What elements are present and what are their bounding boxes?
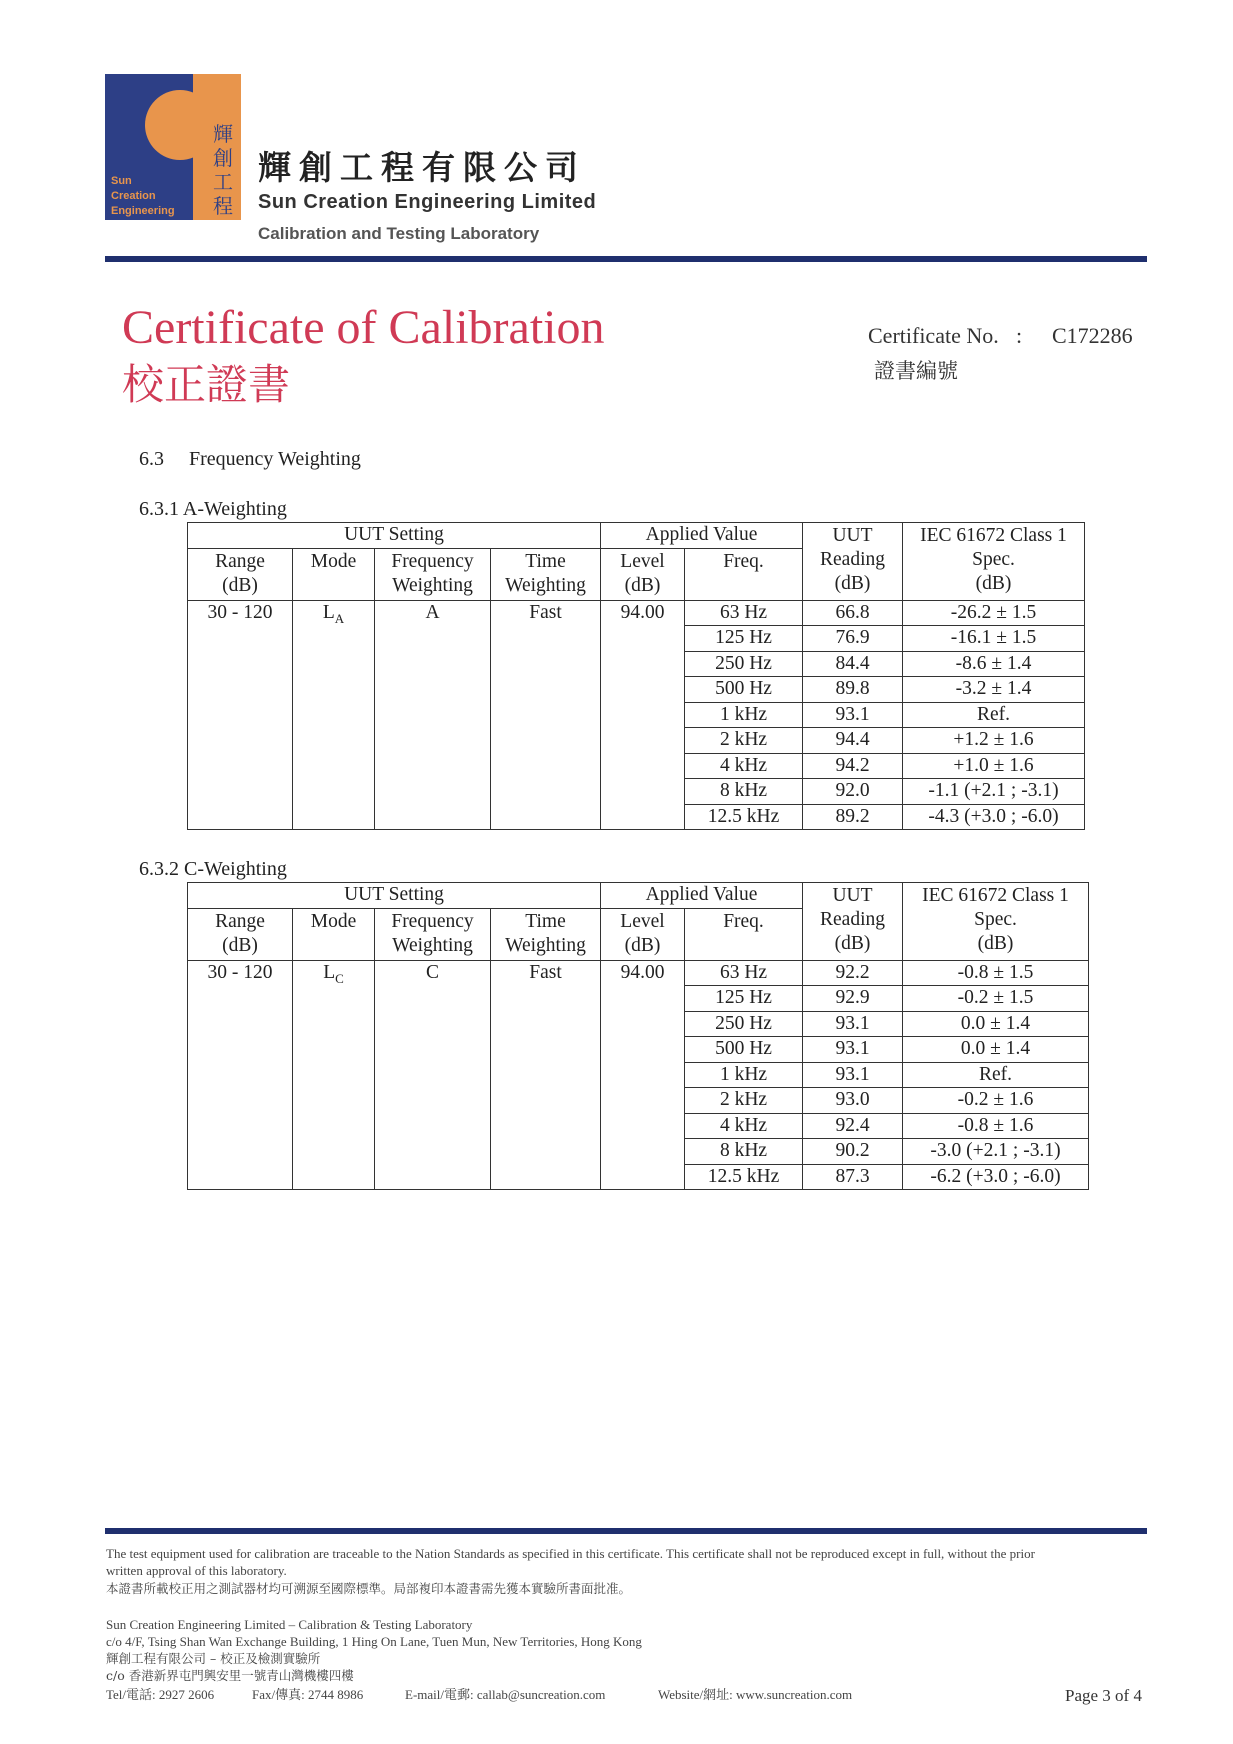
reading-cell: 92.0 [803, 779, 903, 805]
freq-cell: 125 Hz [685, 626, 803, 652]
freq-cell: 63 Hz [685, 600, 803, 626]
freq-cell: 250 Hz [685, 651, 803, 677]
reading-cell: 76.9 [803, 626, 903, 652]
freq-cell: 12.5 kHz [685, 1164, 803, 1190]
spec-cell: -16.1 ± 1.5 [903, 626, 1085, 652]
table-row [188, 960, 1089, 986]
header-divider [105, 256, 1147, 262]
header-applied-value: Applied Value [601, 883, 803, 909]
fax: Fax/傳真: 2744 8986 [252, 1687, 364, 1702]
freq-cell: 250 Hz [685, 1011, 803, 1037]
header-range: Range (dB) [188, 548, 293, 600]
reading-cell: 84.4 [803, 651, 903, 677]
laboratory-name: Calibration and Testing Laboratory [258, 224, 540, 243]
freq-cell: 4 kHz [685, 753, 803, 779]
header-uut-setting: UUT Setting [188, 883, 601, 909]
header-uut-reading: UUT Reading (dB) [803, 883, 903, 961]
header-time-weighting: Time Weighting [491, 548, 601, 600]
freq-cell: 500 Hz [685, 677, 803, 703]
spec-cell: -26.2 ± 1.5 [903, 600, 1085, 626]
disclaimer-chinese: 本證書所載校正用之測試器材均可溯源至國際標準。局部複印本證書需先獲本實驗所書面批准。 [106, 1581, 632, 1596]
table-c-label: 6.3.2 C-Weighting [139, 858, 287, 880]
company-logo [105, 74, 241, 220]
freq-cell: 2 kHz [685, 1088, 803, 1114]
freq-cell: 2 kHz [685, 728, 803, 754]
spec-cell: -6.2 (+3.0 ; -6.0) [903, 1164, 1089, 1190]
frequency-weighting-cell: A [375, 600, 491, 830]
header-freq: Freq. [685, 908, 803, 960]
logo-sun-circle [145, 90, 215, 160]
level-cell: 94.00 [601, 960, 685, 1190]
section-number: 6.3 [139, 448, 164, 470]
freq-cell: 8 kHz [685, 779, 803, 805]
reading-cell: 93.0 [803, 1088, 903, 1114]
certificate-number-label-chinese: 證書編號 [874, 359, 958, 383]
reading-cell: 94.2 [803, 753, 903, 779]
certificate-title: Certificate of Calibration [122, 301, 605, 354]
header-level: Level (dB) [601, 548, 685, 600]
spec-cell: -0.2 ± 1.5 [903, 986, 1089, 1012]
address-line-1: Sun Creation Engineering Limited – Calibration & Testing Laboratory [106, 1617, 473, 1632]
reading-cell: 94.4 [803, 728, 903, 754]
certificate-number-colon: : [1016, 323, 1023, 348]
certificate-number-label: Certificate No. [868, 323, 999, 348]
reading-cell: 93.1 [803, 1011, 903, 1037]
spec-cell: Ref. [903, 1062, 1089, 1088]
company-name-english: Sun Creation Engineering Limited [258, 191, 597, 213]
header-frequency-weighting: Frequency Weighting [375, 908, 491, 960]
freq-cell: 63 Hz [685, 960, 803, 986]
freq-cell: 8 kHz [685, 1139, 803, 1165]
spec-cell: -3.0 (+2.1 ; -3.1) [903, 1139, 1089, 1165]
reading-cell: 89.8 [803, 677, 903, 703]
reading-cell: 93.1 [803, 1062, 903, 1088]
header-spec: IEC 61672 Class 1 Spec. (dB) [903, 883, 1089, 961]
spec-cell: -1.1 (+2.1 ; -3.1) [903, 779, 1085, 805]
footer-divider [105, 1528, 1147, 1534]
reading-cell: 87.3 [803, 1164, 903, 1190]
spec-cell: +1.2 ± 1.6 [903, 728, 1085, 754]
address-line-2: c/o 4/F, Tsing Shan Wan Exchange Building, 1 Hing On Lane, Tuen Mun, New Territories, Hong Kong [106, 1634, 642, 1649]
reading-cell: 89.2 [803, 804, 903, 830]
header-applied-value: Applied Value [601, 523, 803, 549]
email: E-mail/電郵: callab@suncreation.com [405, 1687, 606, 1702]
freq-cell: 1 kHz [685, 702, 803, 728]
spec-cell: -0.8 ± 1.5 [903, 960, 1089, 986]
disclaimer-english: The test equipment used for calibration are traceable to the Nation Standards as specified in this certificate. This certificate shall not be reproduced except in full, without the prior written approval of this laboratory. [106, 1546, 1035, 1578]
header-mode: Mode [293, 548, 375, 600]
frequency-weighting-cell: C [375, 960, 491, 1190]
reading-cell: 92.2 [803, 960, 903, 986]
mode-cell: $L_A$ [293, 600, 375, 830]
mode-cell: $L_C$ [293, 960, 375, 1190]
spec-cell: Ref. [903, 702, 1085, 728]
spec-cell: -0.2 ± 1.6 [903, 1088, 1089, 1114]
header-range: Range (dB) [188, 908, 293, 960]
range-cell: 30 - 120 [188, 960, 293, 1190]
time-weighting-cell: Fast [491, 600, 601, 830]
header-uut-setting: UUT Setting [188, 523, 601, 549]
certificate-number: C172286 [1052, 323, 1133, 348]
table-row [188, 600, 1085, 626]
logo-chinese-text: 輝 創 工 程 [213, 122, 233, 218]
freq-cell: 12.5 kHz [685, 804, 803, 830]
reading-cell: 90.2 [803, 1139, 903, 1165]
spec-cell: -3.2 ± 1.4 [903, 677, 1085, 703]
reading-cell: 92.9 [803, 986, 903, 1012]
telephone: Tel/電話: 2927 2606 [106, 1687, 215, 1702]
spec-cell: 0.0 ± 1.4 [903, 1037, 1089, 1063]
reading-cell: 66.8 [803, 600, 903, 626]
reading-cell: 92.4 [803, 1113, 903, 1139]
spec-cell: 0.0 ± 1.4 [903, 1011, 1089, 1037]
spec-cell: -0.8 ± 1.6 [903, 1113, 1089, 1139]
header-uut-reading: UUT Reading (dB) [803, 523, 903, 601]
spec-cell: -4.3 (+3.0 ; -6.0) [903, 804, 1085, 830]
header-freq: Freq. [685, 548, 803, 600]
address-line-3: 輝創工程有限公司 – 校正及檢測實驗所 [106, 1651, 321, 1666]
range-cell: 30 - 120 [188, 600, 293, 830]
freq-cell: 4 kHz [685, 1113, 803, 1139]
time-weighting-cell: Fast [491, 960, 601, 1190]
freq-cell: 125 Hz [685, 986, 803, 1012]
website: Website/網址: www.suncreation.com [658, 1687, 853, 1702]
level-cell: 94.00 [601, 600, 685, 830]
logo-english-text: Sun Creation Engineering [111, 175, 175, 217]
spec-cell: -8.6 ± 1.4 [903, 651, 1085, 677]
freq-cell: 500 Hz [685, 1037, 803, 1063]
section-title: Frequency Weighting [189, 448, 361, 470]
header-level: Level (dB) [601, 908, 685, 960]
a-weighting-table [187, 522, 1085, 830]
reading-cell: 93.1 [803, 702, 903, 728]
header-mode: Mode [293, 908, 375, 960]
company-name-chinese: 輝創工程有限公司 [258, 148, 586, 187]
reading-cell: 93.1 [803, 1037, 903, 1063]
table-a-label: 6.3.1 A-Weighting [139, 498, 287, 520]
address-line-4: c/o 香港新界屯門興安里一號青山灣機樓四樓 [106, 1668, 354, 1683]
c-weighting-table [187, 882, 1089, 1190]
header-time-weighting: Time Weighting [491, 908, 601, 960]
spec-cell: +1.0 ± 1.6 [903, 753, 1085, 779]
page-number: Page 3 of 4 [1065, 1686, 1142, 1705]
freq-cell: 1 kHz [685, 1062, 803, 1088]
header-frequency-weighting: Frequency Weighting [375, 548, 491, 600]
header-spec: IEC 61672 Class 1 Spec. (dB) [903, 523, 1085, 601]
certificate-title-chinese: 校正證書 [122, 360, 291, 409]
